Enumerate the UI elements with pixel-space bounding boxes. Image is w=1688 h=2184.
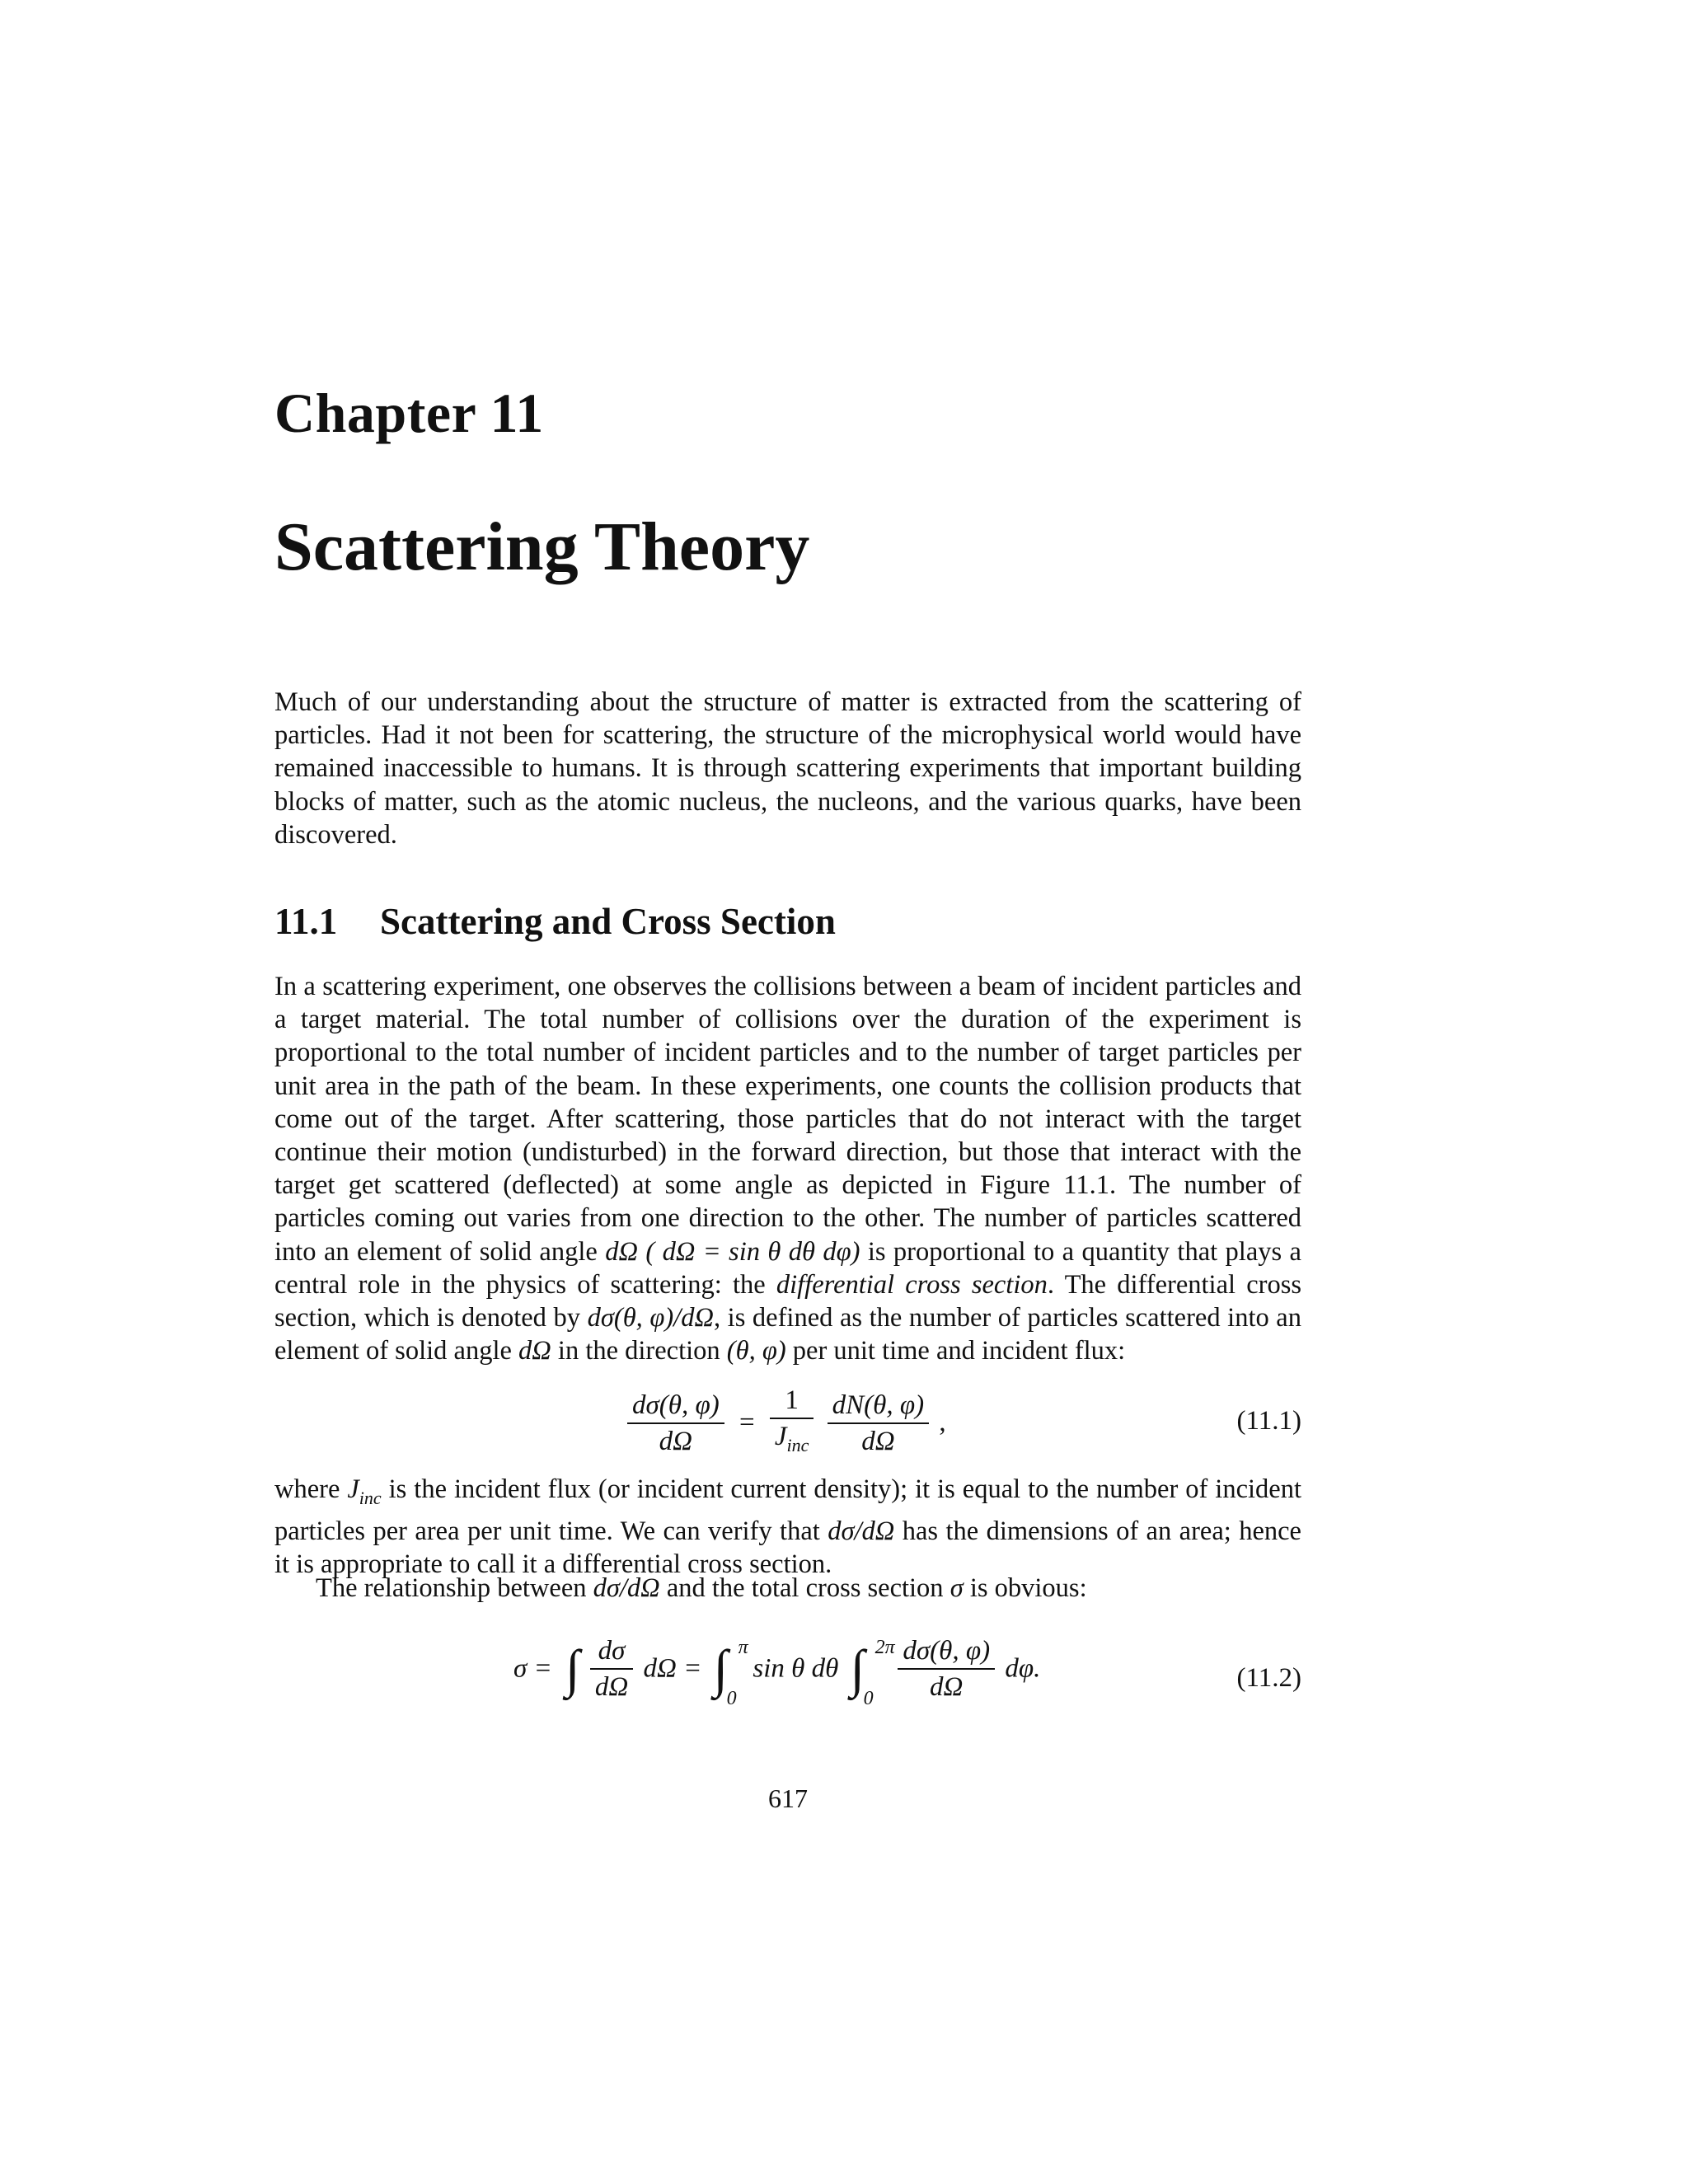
fraction: [828, 1388, 929, 1459]
denominator: dΩ: [930, 1672, 964, 1702]
integral-sign: [850, 1637, 895, 1709]
page-number: 617: [768, 1783, 808, 1813]
section-title: Scattering and Cross Section: [380, 901, 836, 942]
text-run: is obvious:: [963, 1573, 1087, 1603]
integral-glyph: ∫: [850, 1639, 865, 1698]
equals-sign: =: [738, 1408, 755, 1437]
emphasized-term: differential cross section: [776, 1269, 1048, 1300]
fraction: [627, 1388, 724, 1459]
fraction: [590, 1633, 633, 1704]
upper-limit: 2π: [874, 1637, 895, 1658]
equation-body: [624, 1383, 946, 1463]
text-run: In a scattering experiment, one observes the collisions between a beam of incident particles and a target material. The total number of collisions over the duration of the experiment is proportional to the total number of incident particles and to the number of target particles per unit area in the path of the beam. In these experiments, one counts the collision products that come out of the target. After scattering, those particles that do not interact with the target continue their motion (undisturbed) in the forward direction, but those that interact with the target get scattered (deflected) at some angle as depicted in Figure 11.1. The number of particles coming out varies from one direction to the other. The number of particles scattered into an element of solid angle: [274, 972, 1301, 1267]
equation-body: [513, 1633, 1041, 1709]
text-run: has the dimensions of an area; hence it is appropriate to call it a differential cross section.: [274, 1516, 1301, 1580]
chapter-title: Scattering Theory: [274, 509, 810, 585]
upper-limit: π: [738, 1637, 748, 1658]
equation-segment: dφ.: [1005, 1653, 1041, 1684]
trailing-comma: ,: [939, 1408, 946, 1437]
inline-math: dσ/dΩ: [828, 1516, 895, 1547]
section-number: 11.1: [274, 901, 338, 942]
denominator: dΩ: [861, 1426, 895, 1456]
inline-math: σ: [950, 1573, 964, 1603]
text-run: . The differential cross section, which is denoted by: [274, 1269, 1301, 1333]
inline-math: dσ/dΩ: [593, 1573, 660, 1603]
text-run: is proportional to a quantity that plays a central role in the physics of scattering: the: [274, 1236, 1301, 1300]
equation-segment: dΩ =: [643, 1653, 702, 1684]
integral-sign: [713, 1637, 748, 1709]
denominator: [770, 1419, 814, 1463]
equation-number: (11.1): [1236, 1406, 1301, 1436]
text-run: and the total cross section: [659, 1573, 950, 1603]
equation-11-1: [274, 1383, 1301, 1465]
denominator: dΩ: [594, 1672, 629, 1702]
numerator: dσ(θ, φ): [898, 1633, 995, 1670]
flux-symbol: J: [774, 1422, 787, 1451]
chapter-label: Chapter 11: [274, 382, 544, 444]
equation-11-2: [274, 1630, 1301, 1721]
inline-math: (θ, φ): [726, 1336, 786, 1366]
lower-limit: 0: [863, 1688, 874, 1709]
lower-limit: 0: [726, 1688, 737, 1709]
text-run: is the incident flux (or incident current density); it is equal to the number of incident particles per area per unit time. We can verify that: [274, 1474, 1301, 1547]
equation-number: (11.2): [1236, 1663, 1301, 1693]
integral-glyph: ∫: [713, 1639, 729, 1698]
text-run: in the direction: [551, 1336, 727, 1366]
integral-glyph: ∫: [565, 1639, 580, 1698]
numerator: dσ: [590, 1633, 633, 1670]
inline-math: dΩ: [518, 1336, 551, 1366]
subscript: inc: [359, 1488, 382, 1508]
subscript: inc: [786, 1435, 809, 1455]
numerator: dσ(θ, φ): [627, 1388, 724, 1424]
fraction: [770, 1383, 814, 1463]
sigma-symbol: σ =: [513, 1653, 552, 1684]
section-heading: [274, 900, 836, 943]
fraction: [898, 1633, 995, 1704]
numerator: dN(θ, φ): [828, 1388, 929, 1424]
text-run: where: [274, 1474, 348, 1504]
intro-paragraph: Much of our understanding about the structure of matter is extracted from the scattering of particles. Had it not been for scattering, the structure of the microphysical world would have remained inaccessible to humans. It is through scattering experiments that important building blocks of matter, such as the atomic nucleus, the nucleons, and the various quarks, have been discovered.: [274, 687, 1301, 850]
text-run: , is defined as the number of particles scattered into an element of solid angle: [274, 1303, 1301, 1366]
inline-math: dσ(θ, φ)/dΩ: [587, 1303, 714, 1333]
flux-symbol: J: [347, 1474, 359, 1504]
paragraph-incident-flux: [274, 1473, 1301, 1582]
text-run: per unit time and incident flux:: [785, 1336, 1126, 1366]
paragraph-scattering-experiment: [274, 970, 1301, 1367]
inline-math: [347, 1474, 382, 1508]
equation-segment: sin θ dθ: [753, 1653, 839, 1684]
integral-sign: [565, 1639, 580, 1698]
denominator: dΩ: [659, 1426, 693, 1456]
text-run: The relationship between: [316, 1573, 593, 1603]
paragraph-total-cross-section: [274, 1572, 1301, 1605]
inline-math: dΩ ( dΩ = sin θ dθ dφ): [605, 1236, 860, 1267]
numerator: 1: [770, 1383, 814, 1419]
